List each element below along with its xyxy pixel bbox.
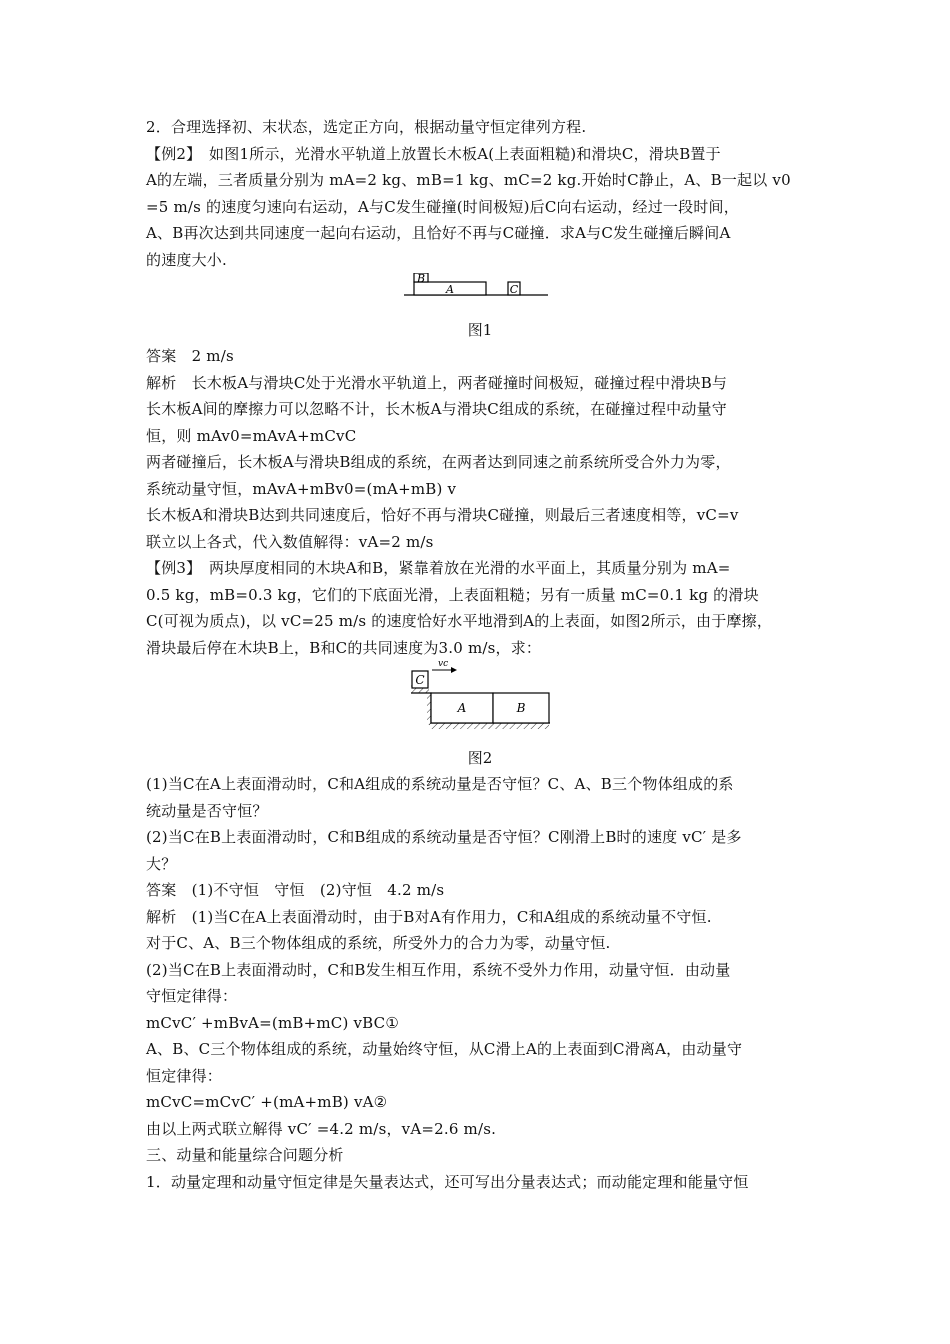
text-block-1 xyxy=(146,114,814,273)
text-line: 两者碰撞后，长木板A与滑块B组成的系统，在两者达到同速之前系统所受合外力为零， xyxy=(146,453,731,471)
text-line: 三、动量和能量综合问题分析 xyxy=(146,1146,344,1164)
velocity-arrowhead xyxy=(451,667,457,673)
label-a: A xyxy=(446,283,454,296)
text-line: 对于C、A、B三个物体组成的系统，所受外力的合力为零，动量守恒. xyxy=(146,934,611,952)
text-line: (1)当C在A上表面滑动时，C和A组成的系统动量是否守恒？C、A、B三个物体组成的系 xyxy=(146,775,734,793)
figure-2-drawing xyxy=(146,661,814,745)
text-line: 大？ xyxy=(146,854,177,873)
text-line: 联立以上各式，代入数值解得：vA=2 m/s xyxy=(146,532,434,551)
text-line: 恒定律得： xyxy=(146,1066,223,1085)
document-page xyxy=(146,114,814,1195)
text-line: 解析 长木板A与滑块C处于光滑水平轨道上，两者碰撞时间极短，碰撞过程中滑块B与 xyxy=(146,373,728,392)
text-line: 的速度大小. xyxy=(146,250,227,269)
velocity-label: vc xyxy=(438,661,449,669)
text-line: 【例3】 两块厚度相同的木块A和B，紧靠着放在光滑的水平面上，其质量分别为 mA= xyxy=(146,559,731,577)
label-c: C xyxy=(509,283,519,296)
text-line: A的左端，三者质量分别为 mA=2 kg、mB=1 kg、mC=2 kg.开始时C静止，A、B一起以 v0 xyxy=(146,171,791,189)
label-b: B xyxy=(516,701,526,715)
text-block-2 xyxy=(146,343,814,661)
text-line: 统动量是否守恒？ xyxy=(146,801,268,820)
text-line: A、B再次达到共同速度一起向右运动，且恰好不再与C碰撞．求A与C发生碰撞后瞬间A xyxy=(146,224,731,242)
text-line: 解析 (1)当C在A上表面滑动时，由于B对A有作用力，C和A组成的系统动量不守恒. xyxy=(146,907,712,926)
text-line: 系统动量守恒，mAvA+mBv0=(mA+mB) v xyxy=(146,479,457,498)
text-line: 滑块最后停在木块B上，B和C的共同速度为3.0 m/s，求： xyxy=(146,638,542,657)
floor-hatching xyxy=(429,723,549,729)
text-line: (2)当C在B上表面滑动时，C和B组成的系统动量是否守恒？C刚滑上B时的速度 vC′ 是多 xyxy=(146,828,742,846)
text-line: 长木板A和滑块B达到共同速度后，恰好不再与滑块C碰撞，则最后三者速度相等，vC=v xyxy=(146,506,739,524)
text-line: C(可视为质点)，以 vC=25 m/s 的速度恰好水平地滑到A的上表面，如图2所示，由于摩擦， xyxy=(146,612,773,630)
text-block-3 xyxy=(146,771,814,1195)
text-line: 长木板A间的摩擦力可以忽略不计，长木板A与滑块C组成的系统，在碰撞过程中动量守 xyxy=(146,400,727,418)
figure-2-caption: 图2 xyxy=(467,749,493,767)
text-line: 守恒定律得： xyxy=(146,987,238,1005)
text-line: 0.5 kg，mB=0.3 kg，它们的下底面光滑，上表面粗糙；另有一质量 mC=0.1 kg 的滑块 xyxy=(146,585,759,604)
text-line: 恒，则 mAv0=mAvA+mCvC xyxy=(146,426,357,445)
text-line: 答案 (1)不守恒 守恒 (2)守恒 4.2 m/s xyxy=(146,881,445,899)
figure-1-caption: 图1 xyxy=(467,321,493,339)
text-line: (2)当C在B上表面滑动时，C和B发生相互作用，系统不受外力作用，动量守恒．由动量 xyxy=(146,960,731,979)
text-line: A、B、C三个物体组成的系统，动量始终守恒，从C滑上A的上表面到C滑离A，由动量守 xyxy=(146,1040,743,1058)
label-b: B xyxy=(416,273,426,285)
figure-2 xyxy=(146,661,814,745)
text-line: mCvC′ +mBvA=(mB+mC) vBC① xyxy=(146,1013,400,1032)
text-line: =5 m/s 的速度匀速向右运动，A与C发生碰撞(时间极短)后C向右运动，经过一段时间， xyxy=(146,197,739,216)
text-line: 由以上两式联立解得 vC′ =4.2 m/s，vA=2.6 m/s. xyxy=(146,1119,497,1138)
text-line: 2．合理选择初、末状态，选定正方向，根据动量守恒定律列方程. xyxy=(146,118,587,136)
label-c: C xyxy=(415,673,425,687)
text-line: mCvC=mCvC′ +(mA+mB) vA② xyxy=(146,1093,388,1111)
text-line: 1．动量定理和动量守恒定律是矢量表达式，还可写出分量表达式；而动能定理和能量守恒 xyxy=(146,1172,749,1191)
text-line: 【例2】 如图1所示，光滑水平轨道上放置长木板A(上表面粗糙)和滑块C，滑块B置于 xyxy=(146,144,721,163)
figure-1-drawing xyxy=(146,273,814,317)
text-line: 答案 2 m/s xyxy=(146,347,234,365)
figure-1 xyxy=(146,273,814,317)
label-a: A xyxy=(457,701,467,715)
